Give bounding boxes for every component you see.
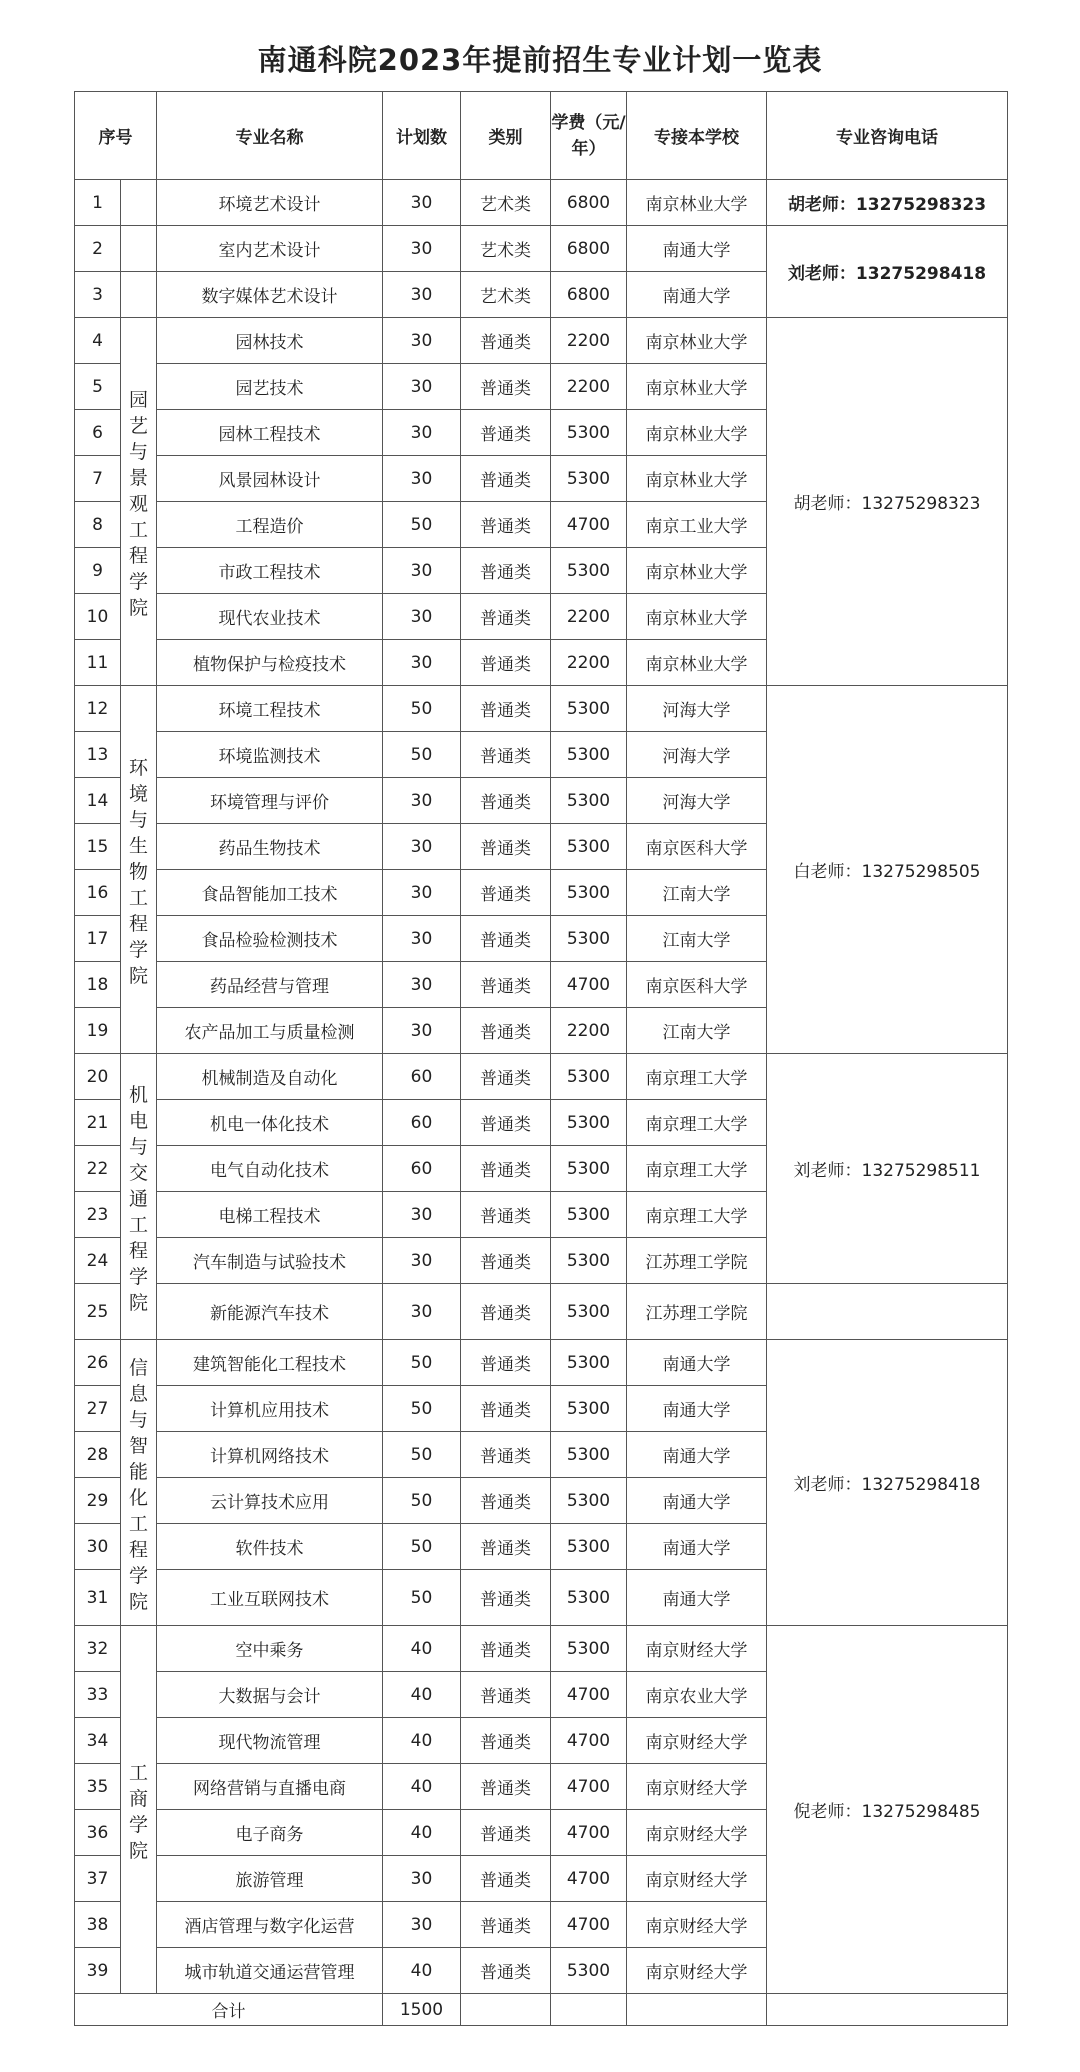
table-row: [75, 180, 1008, 226]
program-name: 园林技术: [157, 318, 383, 364]
tuition-fee: 4700: [551, 1718, 627, 1764]
category: 普通类: [461, 1478, 551, 1524]
program-name: 网络营销与直播电商: [157, 1764, 383, 1810]
plan-count: 50: [383, 1340, 461, 1386]
plan-count: 30: [383, 640, 461, 686]
row-number: 20: [75, 1054, 121, 1100]
table-row: [75, 1284, 1008, 1340]
tuition-fee: 5300: [551, 1146, 627, 1192]
row-number: 7: [75, 456, 121, 502]
row-number: 10: [75, 594, 121, 640]
row-number: 28: [75, 1432, 121, 1478]
row-number: 27: [75, 1386, 121, 1432]
category: 普通类: [461, 824, 551, 870]
consult-phone: 白老师：13275298505: [767, 686, 1008, 1054]
category: 普通类: [461, 1672, 551, 1718]
tuition-fee: 5300: [551, 1432, 627, 1478]
program-name: 酒店管理与数字化运营: [157, 1902, 383, 1948]
header-row: [75, 92, 1008, 180]
program-name: 汽车制造与试验技术: [157, 1238, 383, 1284]
plan-count: 50: [383, 1570, 461, 1626]
program-name: 旅游管理: [157, 1856, 383, 1902]
category: 艺术类: [461, 272, 551, 318]
tuition-fee: 5300: [551, 1386, 627, 1432]
plan-count: 50: [383, 1524, 461, 1570]
plan-count: 30: [383, 226, 461, 272]
plan-count: 40: [383, 1810, 461, 1856]
category: 普通类: [461, 1146, 551, 1192]
transfer-school: 南京财经大学: [627, 1856, 767, 1902]
plan-count: 30: [383, 916, 461, 962]
row-number: 32: [75, 1626, 121, 1672]
tuition-fee: 5300: [551, 824, 627, 870]
row-number: 16: [75, 870, 121, 916]
total-label: 合计: [75, 1994, 383, 2026]
row-number: 14: [75, 778, 121, 824]
program-name: 食品智能加工技术: [157, 870, 383, 916]
consult-phone: 胡老师：13275298323: [767, 318, 1008, 686]
program-name: 工业互联网技术: [157, 1570, 383, 1626]
plan-count: 30: [383, 824, 461, 870]
category: 普通类: [461, 1902, 551, 1948]
row-number: 22: [75, 1146, 121, 1192]
category: 普通类: [461, 456, 551, 502]
table-row: [75, 1340, 1008, 1386]
transfer-school: 南京医科大学: [627, 962, 767, 1008]
transfer-school: 南京工业大学: [627, 502, 767, 548]
program-name: 机械制造及自动化: [157, 1054, 383, 1100]
plan-count: 30: [383, 1008, 461, 1054]
tuition-fee: 5300: [551, 1100, 627, 1146]
college-name: 环 境 与 生 物 工 程 学 院: [121, 686, 157, 1054]
category: 普通类: [461, 870, 551, 916]
plan-count: 30: [383, 1238, 461, 1284]
category: 普通类: [461, 640, 551, 686]
row-number: 1: [75, 180, 121, 226]
category: 普通类: [461, 778, 551, 824]
header-fee: 学费（元/年）: [551, 92, 627, 180]
college-name: 园 艺 与 景 观 工 程 学 院: [121, 318, 157, 686]
program-name: 城市轨道交通运营管理: [157, 1948, 383, 1994]
category: 艺术类: [461, 226, 551, 272]
page-title: 南通科院2023年提前招生专业计划一览表: [257, 43, 823, 77]
row-number: 30: [75, 1524, 121, 1570]
row-number: 8: [75, 502, 121, 548]
consult-phone: 刘老师：13275298418: [767, 226, 1008, 318]
row-number: 18: [75, 962, 121, 1008]
category: 普通类: [461, 1524, 551, 1570]
transfer-school: 南京农业大学: [627, 1672, 767, 1718]
transfer-school: 南京财经大学: [627, 1626, 767, 1672]
row-number: 37: [75, 1856, 121, 1902]
enrollment-plan-table: [74, 91, 1008, 2026]
program-name: 工程造价: [157, 502, 383, 548]
tuition-fee: 6800: [551, 226, 627, 272]
plan-count: 30: [383, 456, 461, 502]
tuition-fee: 5300: [551, 1478, 627, 1524]
program-name: 建筑智能化工程技术: [157, 1340, 383, 1386]
program-name: 软件技术: [157, 1524, 383, 1570]
tuition-fee: 5300: [551, 1054, 627, 1100]
program-name: 环境工程技术: [157, 686, 383, 732]
transfer-school: 河海大学: [627, 732, 767, 778]
transfer-school: 江苏理工学院: [627, 1238, 767, 1284]
row-number: 29: [75, 1478, 121, 1524]
row-number: 21: [75, 1100, 121, 1146]
plan-count: 30: [383, 410, 461, 456]
consult-phone: 刘老师：13275298511: [767, 1054, 1008, 1284]
category: 普通类: [461, 318, 551, 364]
program-name: 计算机网络技术: [157, 1432, 383, 1478]
college-name: 工 商 学 院: [121, 1626, 157, 1994]
transfer-school: 南京理工大学: [627, 1100, 767, 1146]
plan-count: 50: [383, 1478, 461, 1524]
plan-count: 30: [383, 548, 461, 594]
category: 普通类: [461, 1100, 551, 1146]
category: 普通类: [461, 594, 551, 640]
plan-count: 30: [383, 962, 461, 1008]
row-number: 24: [75, 1238, 121, 1284]
program-name: 空中乘务: [157, 1626, 383, 1672]
tuition-fee: 5300: [551, 778, 627, 824]
category: 普通类: [461, 1340, 551, 1386]
tuition-fee: 5300: [551, 1626, 627, 1672]
tuition-fee: 2200: [551, 594, 627, 640]
plan-count: 30: [383, 1856, 461, 1902]
row-number: 36: [75, 1810, 121, 1856]
plan-count: 30: [383, 1902, 461, 1948]
tuition-fee: 5300: [551, 1524, 627, 1570]
transfer-school: 南京林业大学: [627, 180, 767, 226]
category: 普通类: [461, 1856, 551, 1902]
category: 普通类: [461, 1764, 551, 1810]
tuition-fee: 5300: [551, 916, 627, 962]
program-name: 新能源汽车技术: [157, 1284, 383, 1340]
tuition-fee: 5300: [551, 686, 627, 732]
category: 普通类: [461, 1948, 551, 1994]
header-phone: 专业咨询电话: [767, 92, 1008, 180]
transfer-school: 南京林业大学: [627, 594, 767, 640]
program-name: 室内艺术设计: [157, 226, 383, 272]
plan-count: 30: [383, 272, 461, 318]
plan-count: 30: [383, 1284, 461, 1340]
row-number: 4: [75, 318, 121, 364]
total-row: [75, 1994, 1008, 2026]
row-number: 17: [75, 916, 121, 962]
program-name: 农产品加工与质量检测: [157, 1008, 383, 1054]
tuition-fee: 5300: [551, 732, 627, 778]
plan-count: 50: [383, 502, 461, 548]
row-number: 34: [75, 1718, 121, 1764]
header-school: 专接本学校: [627, 92, 767, 180]
plan-count: 50: [383, 1386, 461, 1432]
plan-count: 60: [383, 1146, 461, 1192]
transfer-school: 南通大学: [627, 1386, 767, 1432]
plan-count: 30: [383, 870, 461, 916]
plan-count: 50: [383, 732, 461, 778]
program-name: 现代农业技术: [157, 594, 383, 640]
program-name: 环境管理与评价: [157, 778, 383, 824]
category: 普通类: [461, 1626, 551, 1672]
category: 普通类: [461, 732, 551, 778]
college-cell-empty: [121, 226, 157, 272]
tuition-fee: 5300: [551, 1192, 627, 1238]
college-name: 信 息 与 智 能 化 工 程 学 院: [121, 1340, 157, 1626]
program-name: 食品检验检测技术: [157, 916, 383, 962]
category: 普通类: [461, 410, 551, 456]
header-category: 类别: [461, 92, 551, 180]
row-number: 15: [75, 824, 121, 870]
tuition-fee: 4700: [551, 962, 627, 1008]
plan-count: 40: [383, 1672, 461, 1718]
program-name: 市政工程技术: [157, 548, 383, 594]
tuition-fee: 4700: [551, 1902, 627, 1948]
program-name: 大数据与会计: [157, 1672, 383, 1718]
tuition-fee: 4700: [551, 1810, 627, 1856]
plan-count: 60: [383, 1054, 461, 1100]
row-number: 26: [75, 1340, 121, 1386]
row-number: 3: [75, 272, 121, 318]
table-row: [75, 1054, 1008, 1100]
consult-phone: 倪老师：13275298485: [767, 1626, 1008, 1994]
tuition-fee: 4700: [551, 1672, 627, 1718]
row-number: 11: [75, 640, 121, 686]
program-name: 园林工程技术: [157, 410, 383, 456]
program-name: 机电一体化技术: [157, 1100, 383, 1146]
tuition-fee: 4700: [551, 1856, 627, 1902]
program-name: 现代物流管理: [157, 1718, 383, 1764]
row-number: 6: [75, 410, 121, 456]
plan-count: 40: [383, 1626, 461, 1672]
transfer-school: 河海大学: [627, 686, 767, 732]
row-number: 13: [75, 732, 121, 778]
category: 艺术类: [461, 180, 551, 226]
category: 普通类: [461, 962, 551, 1008]
plan-count: 30: [383, 594, 461, 640]
program-name: 数字媒体艺术设计: [157, 272, 383, 318]
tuition-fee: 2200: [551, 1008, 627, 1054]
program-name: 药品生物技术: [157, 824, 383, 870]
transfer-school: 南京财经大学: [627, 1948, 767, 1994]
college-name: 机 电 与 交 通 工 程 学 院: [121, 1054, 157, 1340]
tuition-fee: 5300: [551, 410, 627, 456]
transfer-school: 江苏理工学院: [627, 1284, 767, 1340]
category: 普通类: [461, 1570, 551, 1626]
tuition-fee: 5300: [551, 870, 627, 916]
category: 普通类: [461, 502, 551, 548]
total-plan: 1500: [383, 1994, 461, 2026]
tuition-fee: 5300: [551, 1948, 627, 1994]
tuition-fee: 2200: [551, 640, 627, 686]
college-cell-empty: [121, 180, 157, 226]
transfer-school: 南通大学: [627, 1432, 767, 1478]
header-seq: 序号: [75, 92, 157, 180]
row-number: 39: [75, 1948, 121, 1994]
row-number: 38: [75, 1902, 121, 1948]
plan-count: 30: [383, 364, 461, 410]
college-cell-empty: [121, 272, 157, 318]
transfer-school: 南京林业大学: [627, 364, 767, 410]
transfer-school: 南京林业大学: [627, 318, 767, 364]
program-name: 园艺技术: [157, 364, 383, 410]
tuition-fee: 5300: [551, 1238, 627, 1284]
transfer-school: 南京林业大学: [627, 548, 767, 594]
transfer-school: 南京理工大学: [627, 1146, 767, 1192]
category: 普通类: [461, 1284, 551, 1340]
row-number: 31: [75, 1570, 121, 1626]
consult-phone: 胡老师：13275298323: [767, 180, 1008, 226]
transfer-school: 南京财经大学: [627, 1810, 767, 1856]
category: 普通类: [461, 1238, 551, 1284]
table-row: [75, 1626, 1008, 1672]
plan-count: 60: [383, 1100, 461, 1146]
transfer-school: 南通大学: [627, 226, 767, 272]
category: 普通类: [461, 364, 551, 410]
consult-phone: 刘老师：13275298418: [767, 1340, 1008, 1626]
transfer-school: 南京林业大学: [627, 456, 767, 502]
program-name: 环境艺术设计: [157, 180, 383, 226]
transfer-school: 河海大学: [627, 778, 767, 824]
transfer-school: 南通大学: [627, 1478, 767, 1524]
transfer-school: 南京理工大学: [627, 1054, 767, 1100]
transfer-school: 南京医科大学: [627, 824, 767, 870]
table-row: [75, 686, 1008, 732]
row-number: 2: [75, 226, 121, 272]
category: 普通类: [461, 1386, 551, 1432]
header-name: 专业名称: [157, 92, 383, 180]
tuition-fee: 5300: [551, 1284, 627, 1340]
row-number: 23: [75, 1192, 121, 1238]
transfer-school: 江南大学: [627, 916, 767, 962]
category: 普通类: [461, 548, 551, 594]
tuition-fee: 2200: [551, 318, 627, 364]
program-name: 环境监测技术: [157, 732, 383, 778]
category: 普通类: [461, 1718, 551, 1764]
category: 普通类: [461, 1054, 551, 1100]
category: 普通类: [461, 916, 551, 962]
category: 普通类: [461, 1432, 551, 1478]
plan-count: 50: [383, 686, 461, 732]
plan-count: 30: [383, 180, 461, 226]
transfer-school: 南通大学: [627, 1340, 767, 1386]
program-name: 药品经营与管理: [157, 962, 383, 1008]
program-name: 植物保护与检疫技术: [157, 640, 383, 686]
plan-count: 30: [383, 778, 461, 824]
category: 普通类: [461, 1008, 551, 1054]
table-row: [75, 226, 1008, 272]
tuition-fee: 5300: [551, 1340, 627, 1386]
category: 普通类: [461, 686, 551, 732]
transfer-school: 南京财经大学: [627, 1764, 767, 1810]
consult-phone: [767, 1284, 1008, 1340]
row-number: 5: [75, 364, 121, 410]
row-number: 19: [75, 1008, 121, 1054]
plan-count: 30: [383, 1192, 461, 1238]
plan-count: 40: [383, 1718, 461, 1764]
row-number: 35: [75, 1764, 121, 1810]
transfer-school: 南京林业大学: [627, 410, 767, 456]
tuition-fee: 5300: [551, 548, 627, 594]
row-number: 12: [75, 686, 121, 732]
tuition-fee: 5300: [551, 1570, 627, 1626]
tuition-fee: 5300: [551, 456, 627, 502]
tuition-fee: 2200: [551, 364, 627, 410]
row-number: 25: [75, 1284, 121, 1340]
transfer-school: 江南大学: [627, 870, 767, 916]
tuition-fee: 6800: [551, 272, 627, 318]
program-name: 计算机应用技术: [157, 1386, 383, 1432]
plan-count: 50: [383, 1432, 461, 1478]
tuition-fee: 4700: [551, 502, 627, 548]
tuition-fee: 4700: [551, 1764, 627, 1810]
program-name: 云计算技术应用: [157, 1478, 383, 1524]
transfer-school: 南京林业大学: [627, 640, 767, 686]
row-number: 33: [75, 1672, 121, 1718]
transfer-school: 南通大学: [627, 272, 767, 318]
plan-count: 40: [383, 1764, 461, 1810]
tuition-fee: 6800: [551, 180, 627, 226]
transfer-school: 江南大学: [627, 1008, 767, 1054]
plan-count: 30: [383, 318, 461, 364]
plan-count: 40: [383, 1948, 461, 1994]
transfer-school: 南京财经大学: [627, 1902, 767, 1948]
program-name: 风景园林设计: [157, 456, 383, 502]
header-plan: 计划数: [383, 92, 461, 180]
transfer-school: 南京财经大学: [627, 1718, 767, 1764]
program-name: 电梯工程技术: [157, 1192, 383, 1238]
category: 普通类: [461, 1810, 551, 1856]
program-name: 电气自动化技术: [157, 1146, 383, 1192]
row-number: 9: [75, 548, 121, 594]
transfer-school: 南通大学: [627, 1524, 767, 1570]
transfer-school: 南通大学: [627, 1570, 767, 1626]
program-name: 电子商务: [157, 1810, 383, 1856]
table-row: [75, 318, 1008, 364]
transfer-school: 南京理工大学: [627, 1192, 767, 1238]
category: 普通类: [461, 1192, 551, 1238]
